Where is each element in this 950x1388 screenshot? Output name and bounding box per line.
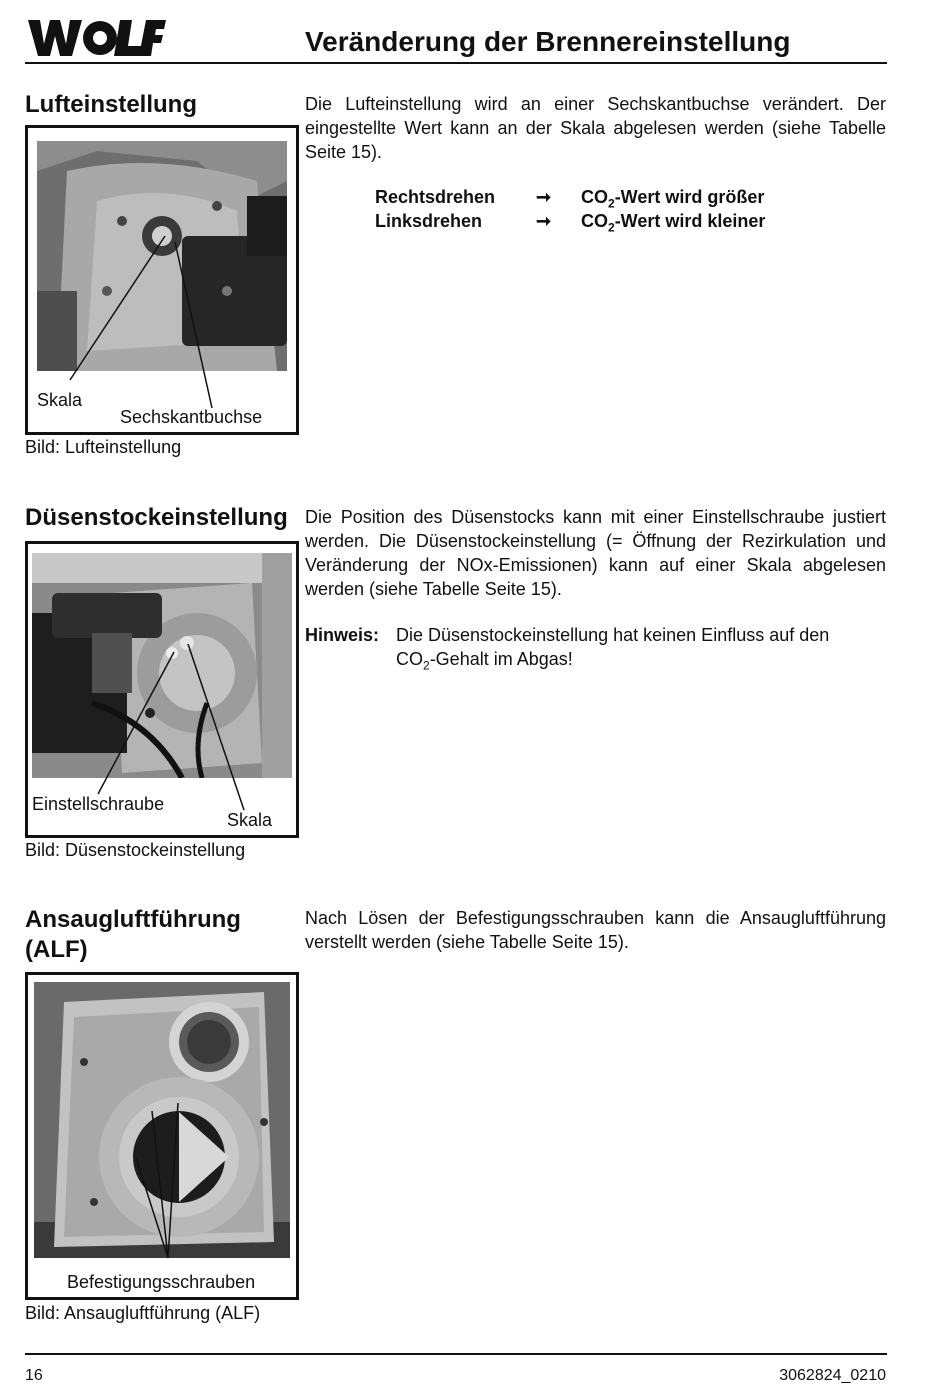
section-heading-alf: Ansaugluftführung (ALF) [25, 906, 241, 963]
row-rechtsdrehen-label: Rechtsdrehen [375, 187, 496, 207]
page-title: Veränderung der Brennereinstellung [305, 26, 791, 57]
label-einstellschraube: Einstellschraube [32, 794, 165, 814]
label-skala: Skala [227, 810, 273, 830]
page-number: 16 [25, 1367, 43, 1384]
header-rule [25, 62, 887, 64]
label-sechskantbuchse: Sechskantbuchse [120, 407, 263, 427]
caption-alf: Bild: Ansaugluftführung (ALF) [25, 1303, 261, 1323]
leader-lines-lufteinstellung [28, 128, 296, 432]
footer-rule [25, 1353, 887, 1355]
figure-alf [25, 972, 299, 1300]
figure-duesenstock [25, 541, 299, 838]
text-alf: Nach Lösen der Befestigungsschrauben kann die Ansaugluftführung verstellt werden (siehe Tabelle Seite 15). [305, 908, 886, 952]
arrow-right-icon: ➞ [536, 187, 552, 207]
caption-duesenstock: Bild: Düsenstockeinstellung [25, 840, 246, 860]
label-befestigungsschrauben: Befestigungsschrauben [67, 1272, 256, 1292]
note-label: Hinweis: [305, 625, 380, 645]
caption-lufteinstellung: Bild: Lufteinstellung [25, 437, 182, 457]
row-linksdrehen-result: $CO_2$-Wert wird kleiner [581, 211, 766, 235]
leader-lines-duesenstock [28, 544, 296, 835]
wolf-logo [28, 18, 166, 58]
note-text: Die Düsenstockeinstellung hat keinen Einfluss auf den $CO_2$-Gehalt im Abgas! [396, 625, 830, 673]
text-duesenstock: Die Position des Düsenstocks kann mit einer Einstellschraube justiert werden. Die Düsenstockeinstellung (= Öffnung der Rezirkulation und Veränderung der NOx-Emissionen) kann auf einer Skala abgelesen werden (siehe Tabelle Seite 15). [305, 507, 886, 599]
label-skala: Skala [37, 390, 83, 410]
figure-lufteinstellung [25, 125, 299, 435]
leader-lines-alf [28, 975, 296, 1297]
section-heading-lufteinstellung: Lufteinstellung [25, 91, 197, 118]
section-heading-duesenstock: Düsenstockeinstellung [25, 504, 288, 531]
document-id: 3062824_0210 [779, 1367, 886, 1384]
arrow-right-icon: ➞ [536, 211, 552, 231]
row-rechtsdrehen-result: $CO_2$-Wert wird größer [581, 187, 765, 211]
text-lufteinstellung: Die Lufteinstellung wird an einer Sechskantbuchse verändert. Der eingestellte Wert kann an der Skala abgelesen werden (siehe Tabelle Seite 15). [305, 94, 886, 162]
row-linksdrehen-label: Linksdrehen [375, 211, 483, 231]
